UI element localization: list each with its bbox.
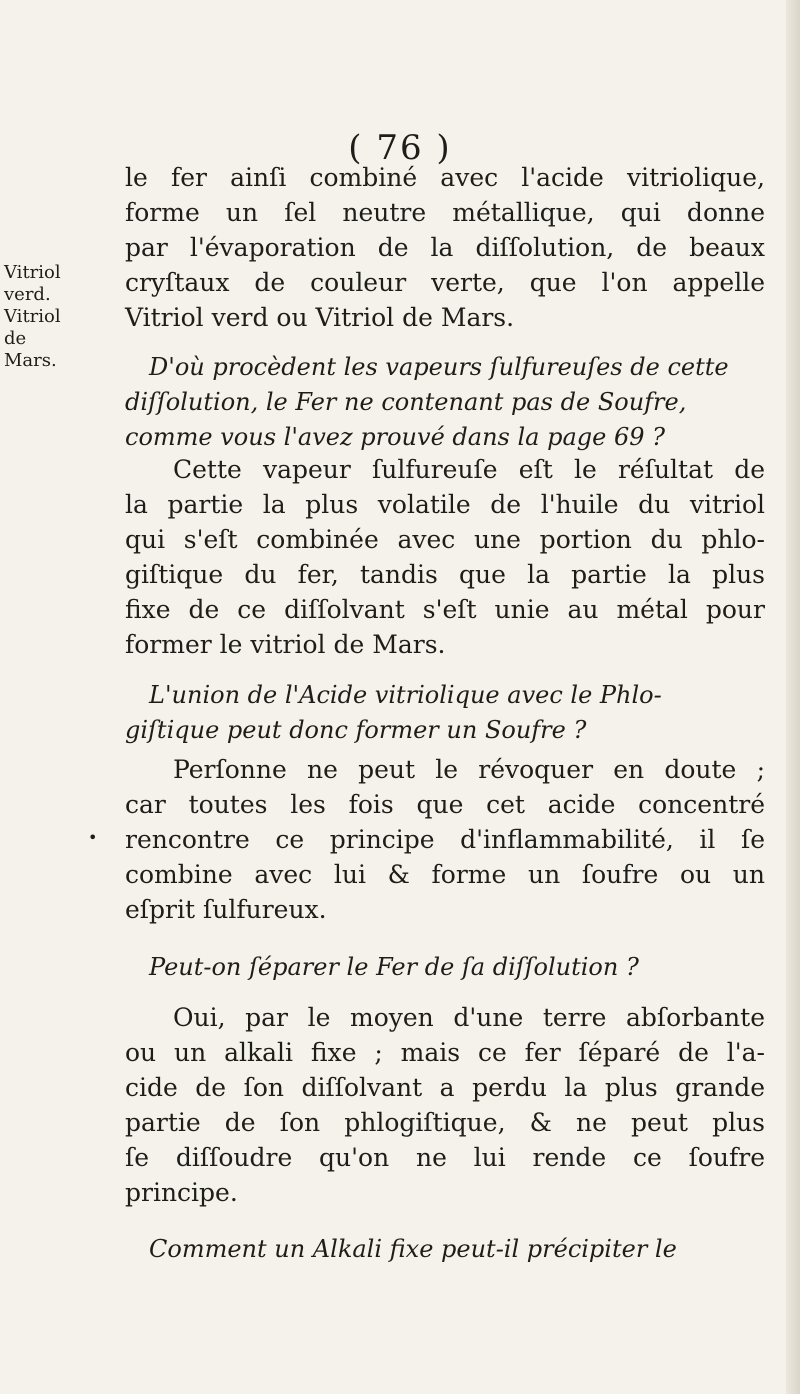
margin-note-line: Vitriol — [4, 262, 61, 283]
text-line: Oui, par le moyen d'une terre abſorbante — [173, 1003, 765, 1032]
paragraph-answer — [125, 452, 765, 662]
paragraph-answer — [125, 752, 765, 927]
margin-mark: • — [88, 828, 98, 847]
text-line: par l'évaporation de la diſſolution, de beaux — [125, 233, 765, 262]
paragraph-answer — [125, 160, 765, 335]
text-line: Vitriol verd ou Vitriol de Mars. — [125, 303, 515, 332]
text-line: principe. — [125, 1178, 238, 1207]
page-number: ( 76 ) — [348, 128, 452, 168]
margin-note — [4, 262, 78, 372]
page-edge-shadow — [786, 0, 800, 1394]
text-line: cryſtaux de couleur verte, que l'on appelle — [125, 268, 765, 297]
question-line: diſſolution, le Fer ne contenant pas de Soufre, — [125, 388, 687, 416]
question-line: comme vous l'avez prouvé dans la page 69 ? — [125, 423, 665, 451]
text-line: giſtique du fer, tandis que la partie la plus — [125, 560, 765, 589]
text-line: qui s'eſt combinée avec une portion du phlo- — [125, 525, 765, 554]
text-line: Perſonne ne peut le révoquer en doute ; — [173, 755, 765, 784]
text-line: car toutes les fois que cet acide concentré — [125, 790, 765, 819]
text-line: forme un ſel neutre métallique, qui donne — [125, 198, 765, 227]
text-line: la partie la plus volatile de l'huile du vitriol — [125, 490, 765, 519]
margin-note-line: Vitriol de — [4, 306, 61, 349]
paragraph-question — [125, 678, 765, 748]
paragraph-answer — [125, 1000, 765, 1210]
question-line: D'où procèdent les vapeurs ſulfureuſes de cette — [149, 353, 729, 381]
paragraph-question — [125, 350, 765, 455]
text-line: rencontre ce principe d'inflammabilité, il ſe — [125, 825, 765, 854]
question-line: giſtique peut donc former un Soufre ? — [125, 716, 587, 744]
text-line: combine avec lui & forme un ſoufre ou un — [125, 860, 765, 889]
text-line: cide de ſon diſſolvant a perdu la plus grande — [125, 1073, 765, 1102]
text-line: fixe de ce diſſolvant s'eſt unie au métal pour — [125, 595, 765, 624]
text-line: ou un alkali fixe ; mais ce fer ſéparé de l'a- — [125, 1038, 765, 1067]
text-line: ſe diſſoudre qu'on ne lui rende ce ſoufre — [125, 1143, 765, 1172]
paragraph-question — [125, 1232, 765, 1267]
margin-note-line: verd. — [4, 284, 51, 305]
text-line: former le vitriol de Mars. — [125, 630, 446, 659]
text-line: le fer ainſi combiné avec l'acide vitriolique, — [125, 163, 765, 192]
margin-note-line: Mars. — [4, 350, 57, 371]
question-line: L'union de l'Acide vitriolique avec le Phlo- — [149, 681, 662, 709]
paragraph-question — [125, 950, 765, 985]
question-line: Peut-on ſéparer le Fer de ſa diſſolution ? — [149, 953, 639, 981]
question-line: Comment un Alkali fixe peut-il précipiter le — [149, 1235, 677, 1263]
text-line: Cette vapeur ſulfureuſe eſt le réſultat de — [173, 455, 765, 484]
text-line: partie de ſon phlogiſtique, & ne peut plus — [125, 1108, 765, 1137]
text-line: eſprit ſulfureux. — [125, 895, 327, 924]
